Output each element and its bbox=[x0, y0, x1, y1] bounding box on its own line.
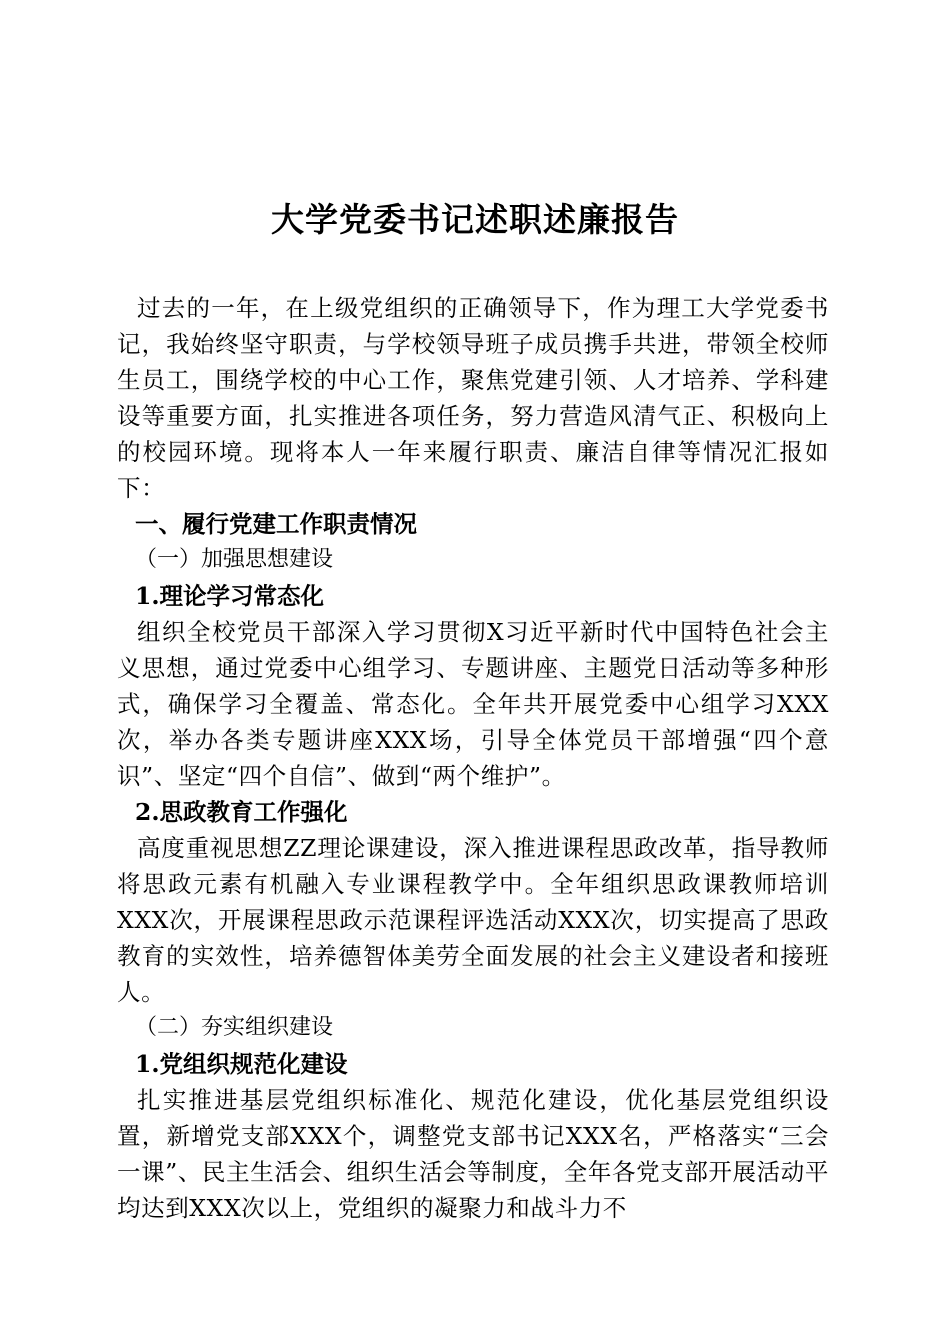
subsection-heading: （一）加强思想建设 bbox=[135, 547, 334, 572]
document-body bbox=[117, 290, 829, 1226]
item-paragraph: 高度重视思想ZZ理论课建设，深入推进课程思政改革，指导教师将思政元素有机融入专业课程教学中。全年组织思政课教师培训XXX次，开展课程思政示范课程评选活动XXX次，切实提高了思政教育的实效性，培养德智体美劳全面发展的社会主义建设者和接班人。 bbox=[117, 834, 829, 1006]
item-heading: 2.思政教育工作强化 bbox=[135, 798, 348, 826]
item-paragraph: 扎实推进基层党组织标准化、规范化建设，优化基层党组织设置，新增党支部XXX个，调整党支部书记XXX名，严格落实“三会一课”、民主生活会、组织生活会等制度，全年各党支部开展活动平均达到XXX次以上，党组织的凝聚力和战斗力不 bbox=[117, 1086, 829, 1222]
section-heading: 一、履行党建工作职责情况 bbox=[135, 510, 417, 538]
subsection-heading: （二）夯实组织建设 bbox=[135, 1015, 334, 1040]
item-heading: 1.党组织规范化建设 bbox=[135, 1050, 348, 1078]
document-title: 大学党委书记述职述廉报告 bbox=[271, 200, 679, 239]
intro-paragraph: 过去的一年，在上级党组织的正确领导下，作为理工大学党委书记，我始终坚守职责，与学校领导班子成员携手共进，带领全校师生员工，围绕学校的中心工作，聚焦党建引领、人才培养、学科建设等重要方面，扎实推进各项任务，努力营造风清气正、积极向上的校园环境。现将本人一年来履行职责、廉洁自律等情况汇报如下： bbox=[117, 294, 829, 502]
item-paragraph: 组织全校党员干部深入学习贯彻X习近平新时代中国特色社会主义思想，通过党委中心组学习、专题讲座、主题党日活动等多种形式，确保学习全覆盖、常态化。全年共开展党委中心组学习XXX次，举办各类专题讲座XXX场，引导全体党员干部增强“四个意识”、坚定“四个自信”、做到“两个维护”。 bbox=[117, 618, 829, 790]
item-heading: 1.理论学习常态化 bbox=[135, 582, 325, 610]
